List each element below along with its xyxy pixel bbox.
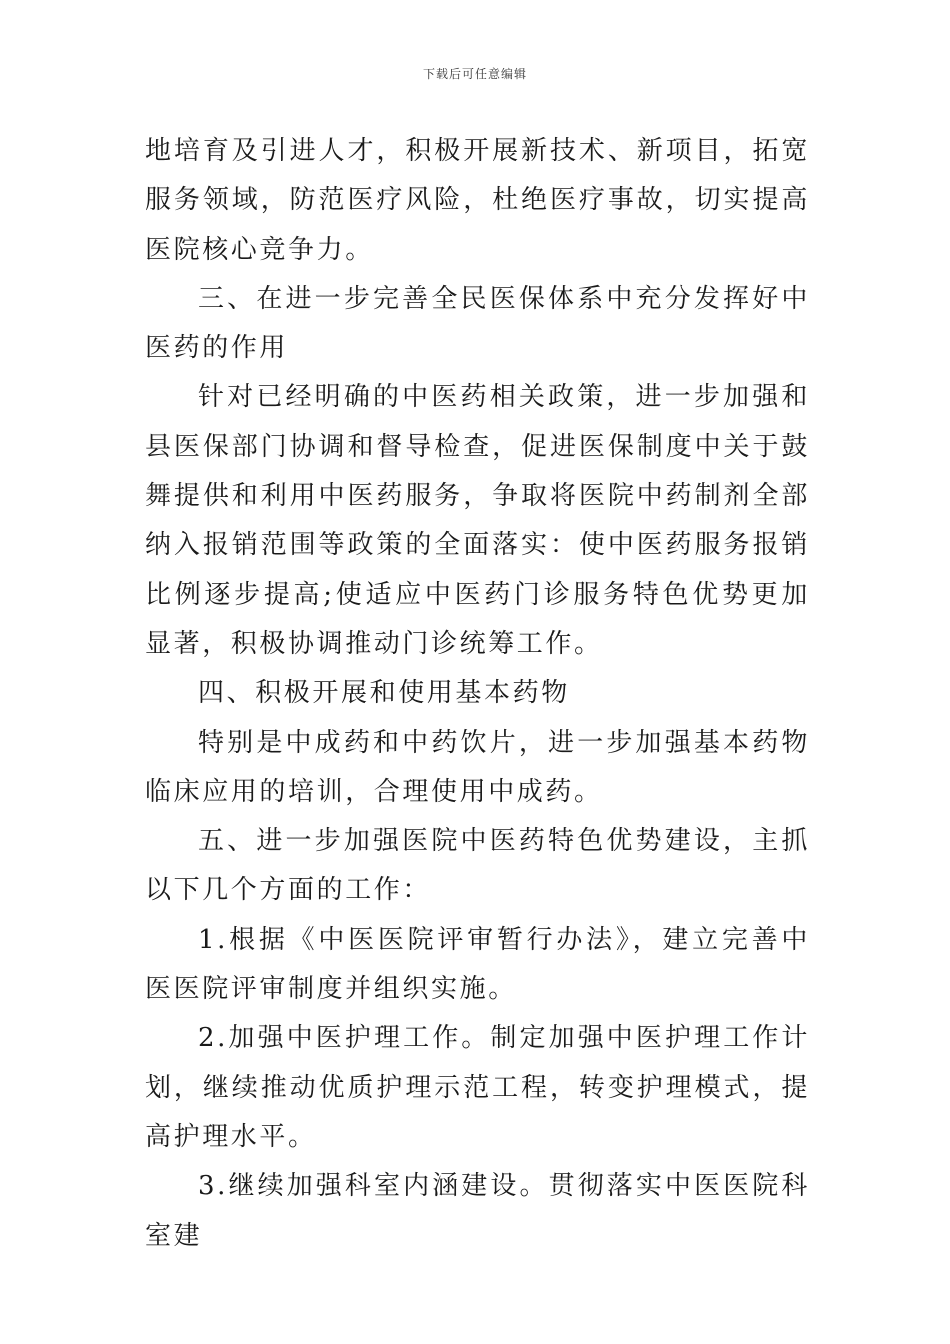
section-heading-5: 五、进一步加强医院中医药特色优势建设，主抓以下几个方面的工作： xyxy=(145,826,810,906)
list-item: 3.继续加强科室内涵建设。贯彻落实中医医院科室建 xyxy=(145,1171,810,1251)
section-heading-3: 三、在进一步完善全民医保体系中充分发挥好中医药的作用 xyxy=(145,283,810,364)
paragraph-continuation: 地培育及引进人才，积极开展新技术、新项目，拓宽服务领域，防范医疗风险，杜绝医疗事故，切实提高医院核心竞争力。 xyxy=(145,136,810,265)
paragraph: 针对已经明确的中医药相关政策，进一步加强和县医保部门协调和督导检查，促进医保制度中关于鼓舞提供和利用中医药服务，争取将医院中药制剂全部纳入报销范围等政策的全面落实：使中医药服务报销比例逐步提高;使适应中医药门诊服务特色优势更加显著，积极协调推动门诊统筹工作。 xyxy=(145,382,810,659)
document-body xyxy=(145,127,810,1261)
list-item: 2.加强中医护理工作。制定加强中医护理工作计划，继续推动优质护理示范工程，转变护理模式，提高护理水平。 xyxy=(145,1023,810,1152)
list-item: 1.根据《中医医院评审暂行办法》，建立完善中医医院评审制度并组织实施。 xyxy=(145,924,810,1005)
header-note: 下载后可任意编辑 xyxy=(422,67,527,81)
section-heading-4: 四、积极开展和使用基本药物 xyxy=(198,678,570,709)
paragraph: 特别是中成药和中药饮片，进一步加强基本药物临床应用的培训，合理使用中成药。 xyxy=(145,727,810,807)
